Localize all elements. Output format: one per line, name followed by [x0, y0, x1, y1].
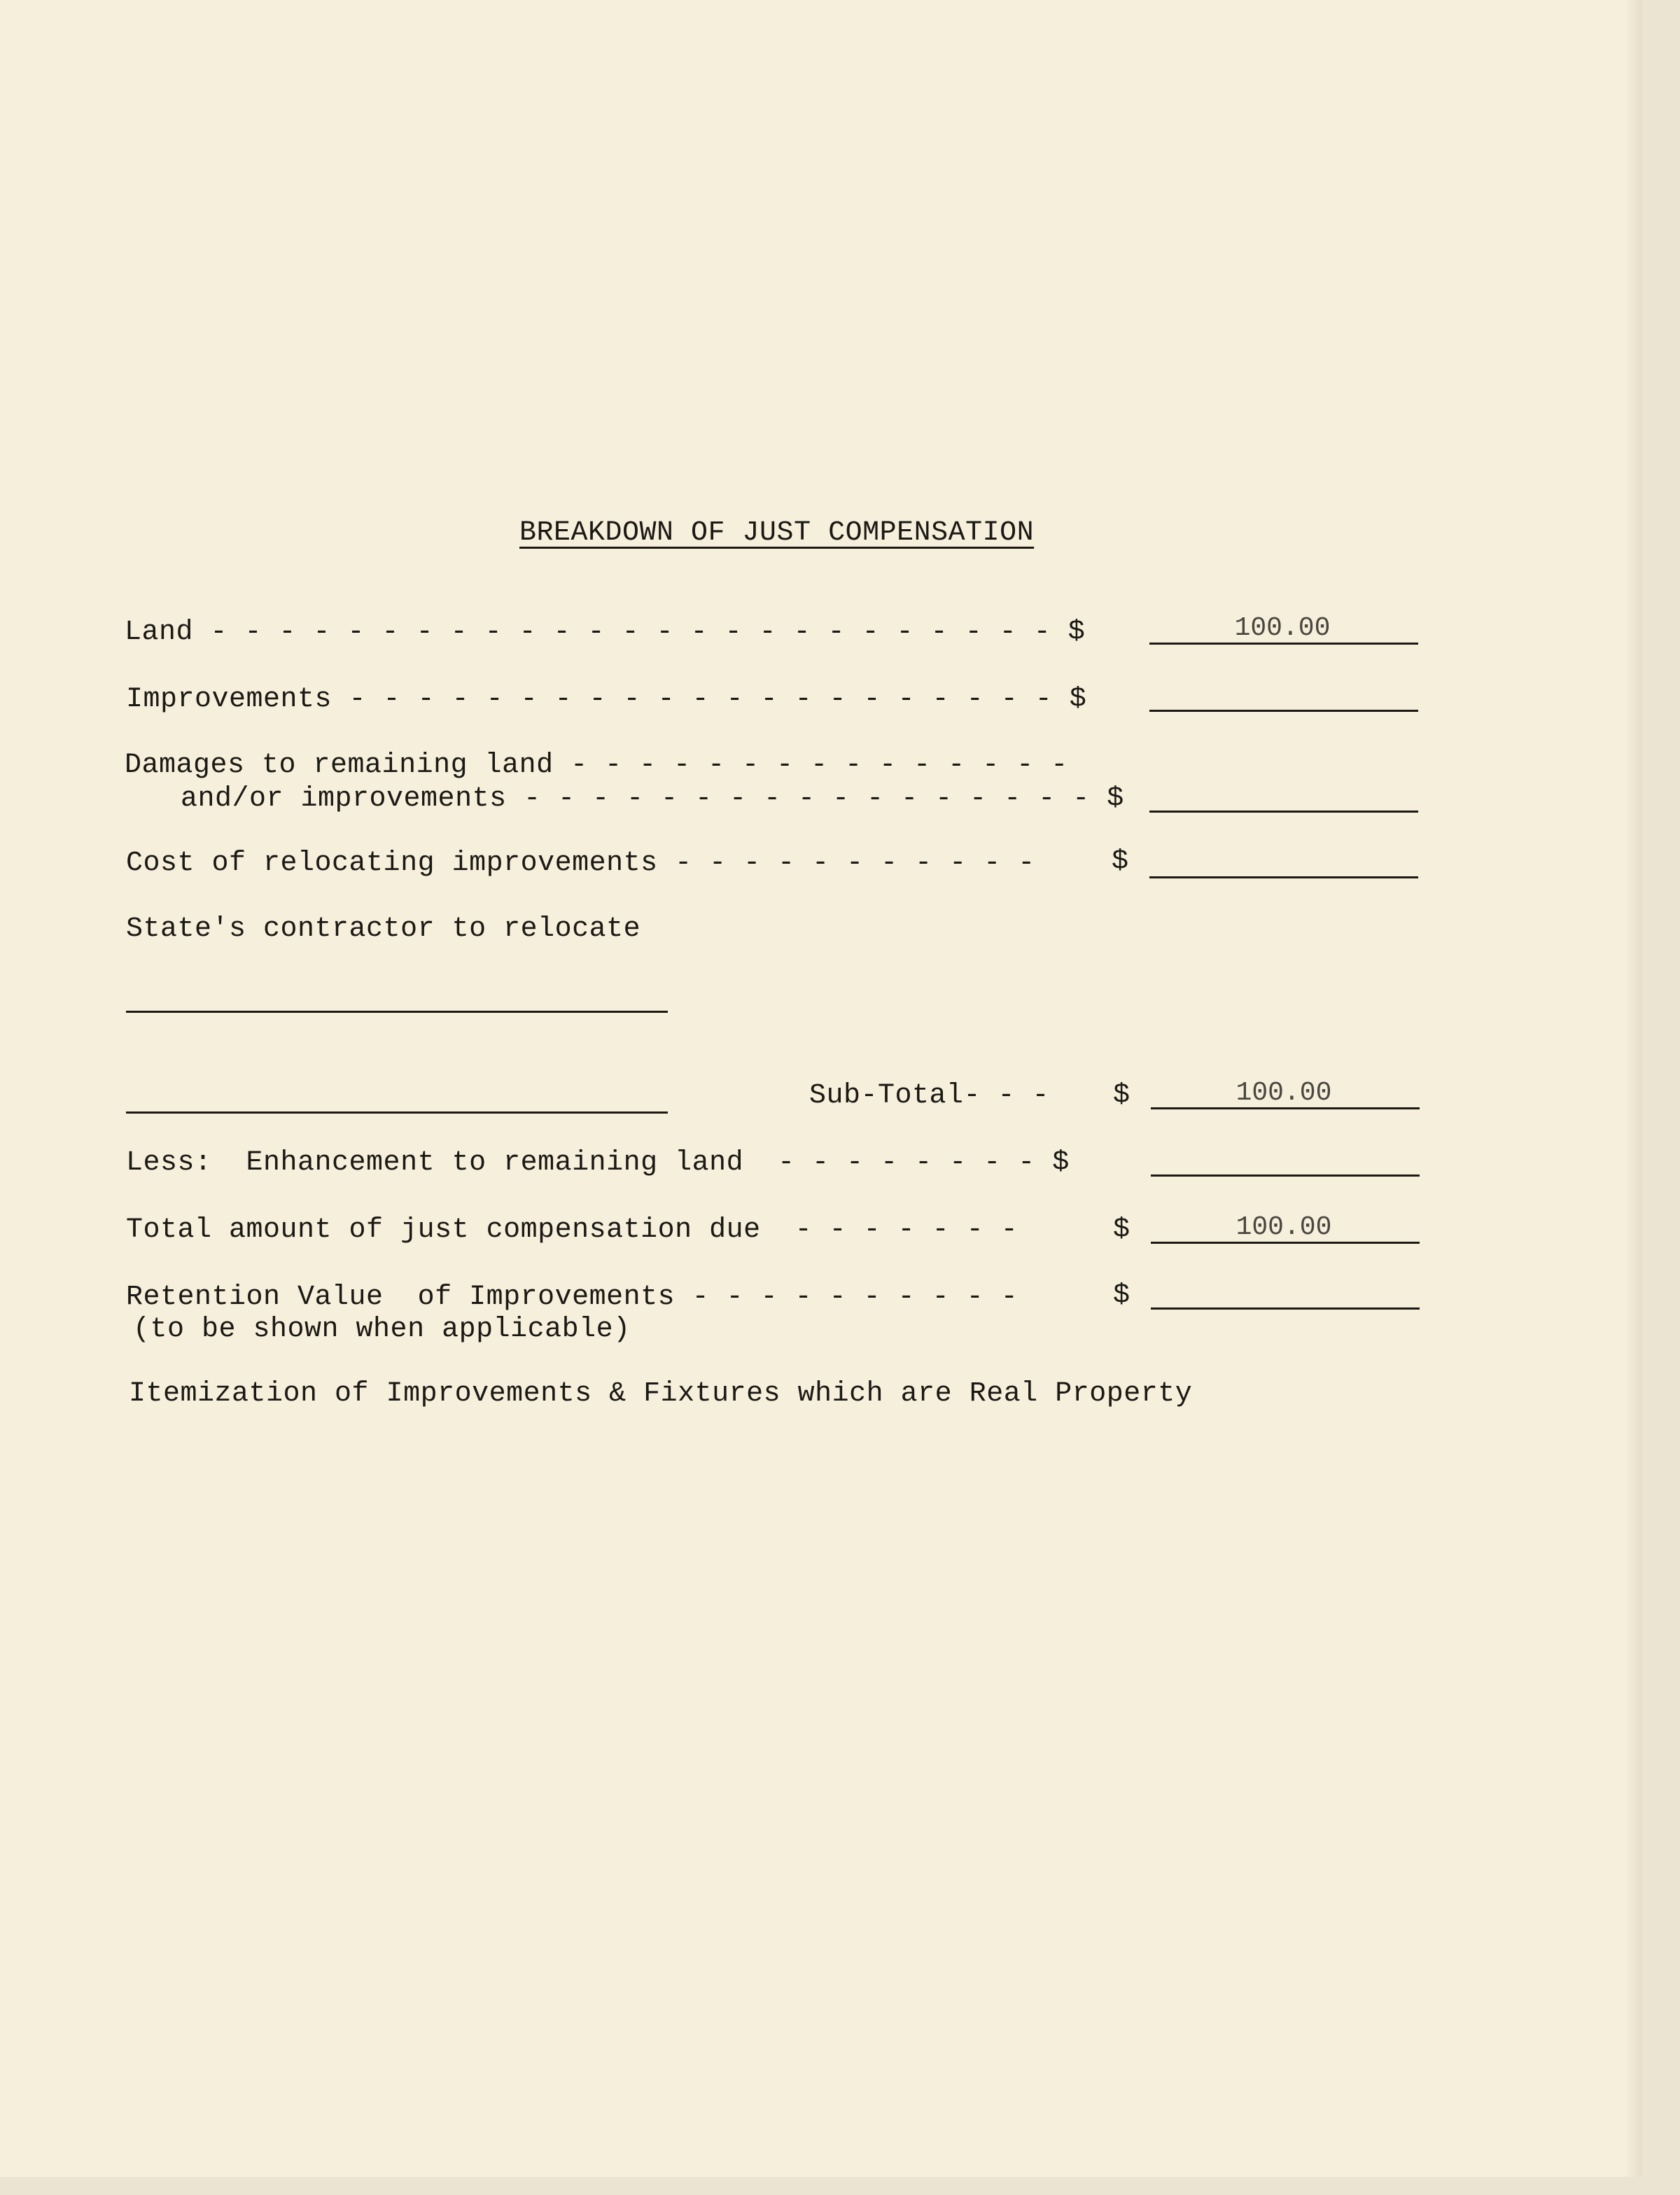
land-label: Land - - - - - - - - - - - - - - - - - - - - - - - - - $ — [125, 617, 1086, 648]
improvements-label: Improvements - - - - - - - - - - - - - - - - - - - - - $ — [126, 684, 1087, 715]
less-enhancement-amount-line — [1151, 1174, 1420, 1177]
total-label: Total amount of just compensation due - - - - - - - — [126, 1214, 1018, 1246]
contractor-line-2 — [126, 1111, 668, 1114]
form-title: BREAKDOWN OF JUST COMPENSATION — [519, 517, 1035, 549]
relocating-label: Cost of relocating improvements - - - - - - - - - - - — [126, 848, 1035, 879]
land-amount: 100.00 — [1234, 613, 1331, 643]
subtotal-dollar: $ — [1113, 1080, 1130, 1111]
less-enhancement-label: Less: Enhancement to remaining land - - - - - - - - $ — [126, 1147, 1070, 1179]
relocating-dollar: $ — [1112, 846, 1129, 878]
retention-label: Retention Value of Improvements - - - - - - - - - - — [126, 1282, 1018, 1313]
subtotal-amount: 100.00 — [1236, 1078, 1332, 1108]
contractor-line-1 — [126, 1011, 668, 1013]
retention-dollar: $ — [1113, 1280, 1130, 1312]
relocating-amount-line — [1149, 876, 1418, 878]
contractor-label: State's contractor to relocate — [126, 913, 641, 945]
land-amount-line — [1149, 643, 1418, 645]
retention-note: (to be shown when applicable) — [133, 1314, 631, 1345]
total-amount: 100.00 — [1236, 1212, 1332, 1242]
total-amount-line — [1151, 1242, 1420, 1244]
damages-label-line1: Damages to remaining land - - - - - - - - - - - - - - - — [125, 750, 1068, 781]
damages-amount-line — [1149, 811, 1418, 813]
improvements-amount-line — [1149, 710, 1418, 712]
damages-label-line2: and/or improvements - - - - - - - - - - - - - - - - - $ — [181, 783, 1124, 815]
itemization-label: Itemization of Improvements & Fixtures which are Real Property — [129, 1378, 1193, 1410]
subtotal-label: Sub-Total- - - — [809, 1080, 1050, 1111]
total-dollar: $ — [1113, 1214, 1130, 1246]
page-edge-shadow — [1624, 0, 1642, 2177]
subtotal-amount-line — [1151, 1107, 1420, 1109]
retention-amount-line — [1151, 1307, 1420, 1310]
